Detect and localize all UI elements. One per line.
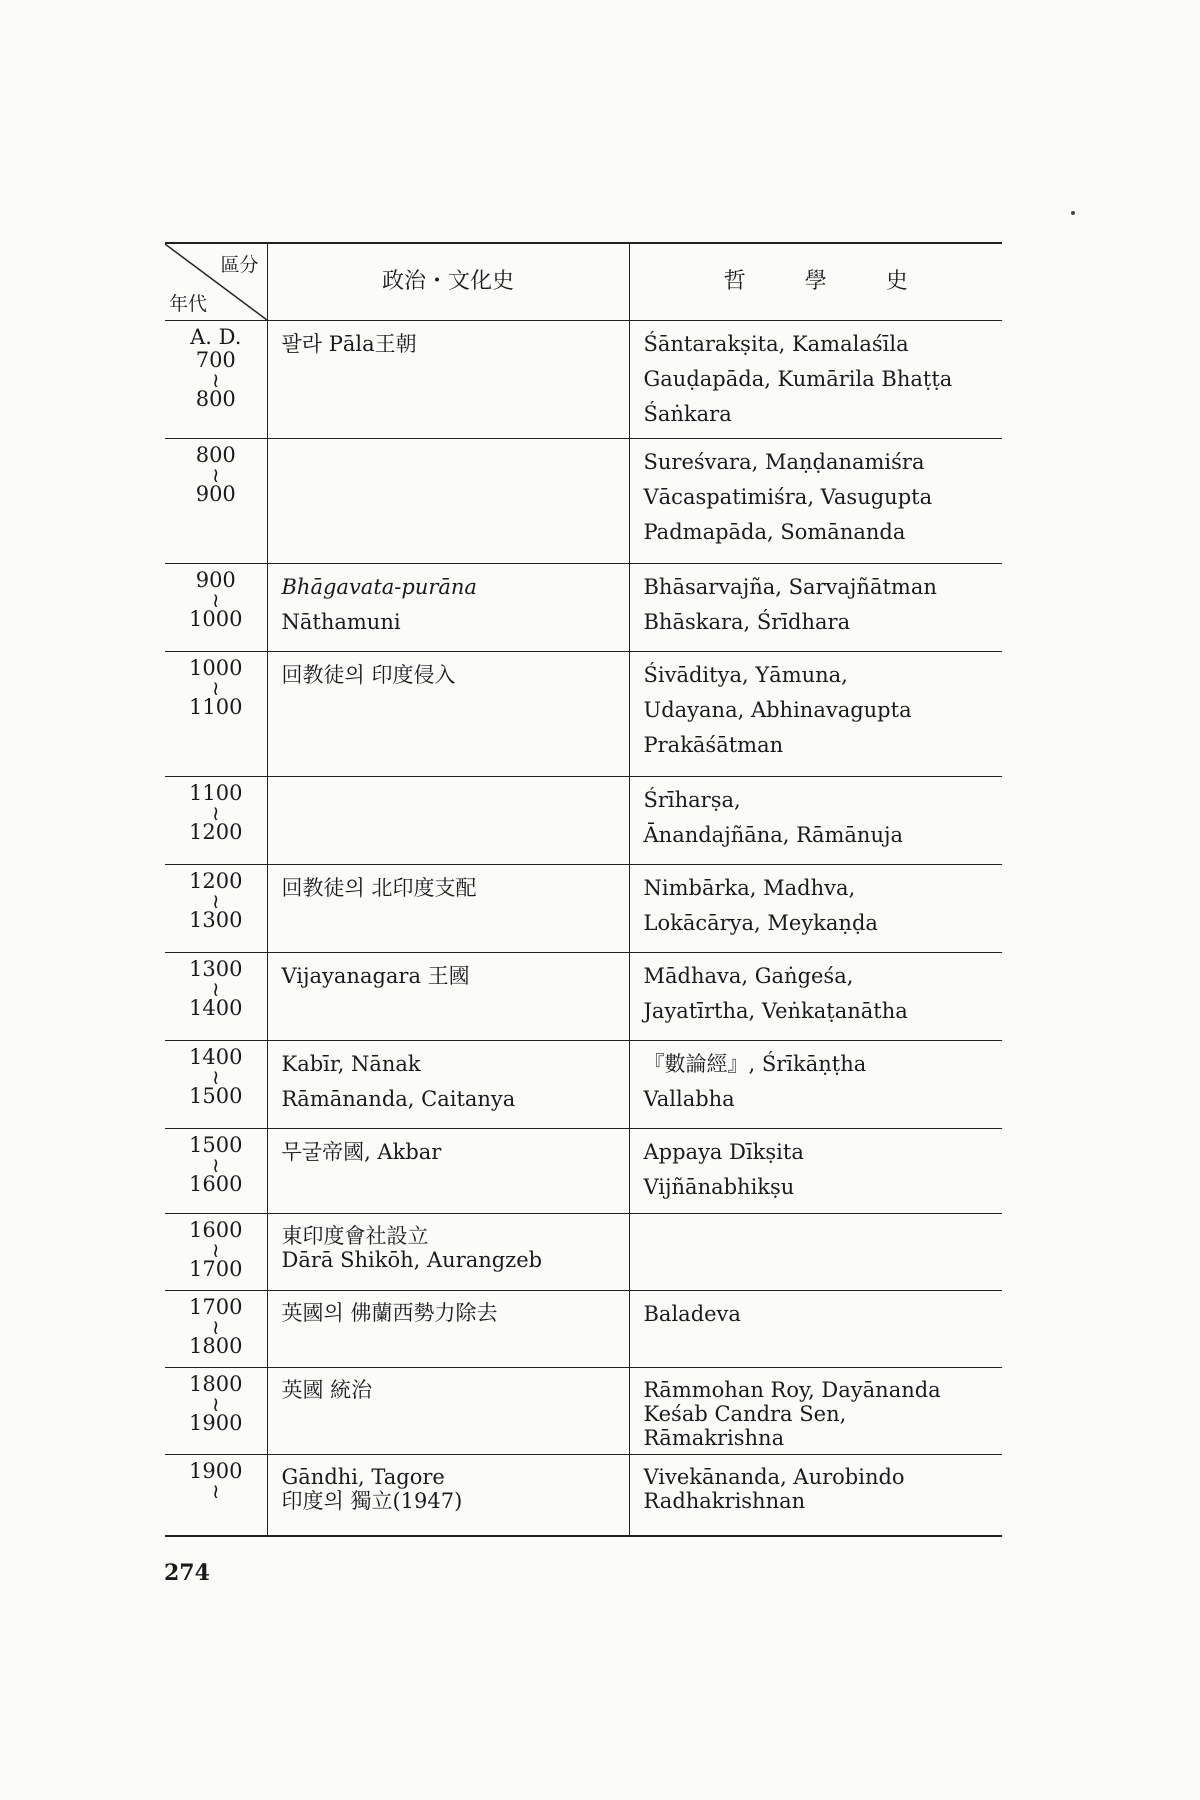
philosophy-entry: Vijñānabhikṣu xyxy=(643,1175,795,1199)
politics-entry: 무굴帝國, Akbar xyxy=(281,1140,442,1164)
philosophy-cell xyxy=(629,564,1002,652)
era-start-year: 1300 xyxy=(189,957,243,981)
range-tilde: ≀ xyxy=(212,801,220,825)
philosophy-entry: Bhāskara, Śrīdhara xyxy=(643,610,851,634)
politics-entry: 東印度會社設立 xyxy=(281,1224,429,1248)
politics-cell xyxy=(267,1455,629,1535)
philosophy-entry: Prakāśātman xyxy=(643,733,784,757)
philosophy-entry: Sureśvara, Maṇḍanamiśra xyxy=(643,450,925,474)
era-start-year: 1200 xyxy=(189,869,243,893)
table-row xyxy=(165,777,1002,865)
politics-entry: 印度의 獨立(1947) xyxy=(281,1489,463,1513)
range-tilde: ≀ xyxy=(212,889,220,913)
range-tilde: ≀ xyxy=(212,1153,220,1177)
range-tilde: ≀ xyxy=(212,676,220,700)
philosophy-entry: Śaṅkara xyxy=(643,402,732,426)
era-end-year: 1500 xyxy=(189,1084,243,1108)
philosophy-entry: Mādhava, Gaṅgeśa, xyxy=(643,964,854,988)
era-cell xyxy=(165,1368,267,1455)
philosophy-cell xyxy=(629,439,1002,564)
politics-cell xyxy=(267,652,629,777)
range-tilde: ≀ xyxy=(212,463,220,487)
philosophy-cell xyxy=(629,1455,1002,1535)
division-label: 區分 xyxy=(220,254,259,276)
era-start-year: 1100 xyxy=(189,781,243,805)
politics-header: 政治・文化史 xyxy=(267,244,629,321)
table-row xyxy=(165,1455,1002,1535)
politics-cell xyxy=(267,564,629,652)
philosophy-entry: Jayatīrtha, Veṅkaṭanātha xyxy=(643,999,908,1023)
politics-cell xyxy=(267,777,629,865)
politics-entry: Kabīr, Nānak xyxy=(281,1052,421,1076)
era-end-year: 1200 xyxy=(189,820,243,844)
politics-entry: 英國 統治 xyxy=(281,1378,373,1402)
table-row xyxy=(165,865,1002,953)
era-end-year: 1700 xyxy=(189,1257,243,1281)
philosophy-entry: Rāmmohan Roy, Dayānanda xyxy=(643,1378,941,1402)
politics-cell xyxy=(267,1041,629,1129)
era-cell xyxy=(165,777,267,865)
philosophy-header: 哲 學 史 xyxy=(629,244,1002,321)
philosophy-entry: Keśab Candra Sen, xyxy=(643,1402,847,1426)
era-end-year: 800 xyxy=(195,387,236,411)
politics-entry: 英國의 佛蘭西勢力除去 xyxy=(281,1301,498,1325)
table-row xyxy=(165,1214,1002,1291)
era-cell xyxy=(165,865,267,953)
speck-mark xyxy=(1071,211,1075,215)
era-start-year: 1700 xyxy=(189,1295,243,1319)
philosophy-cell xyxy=(629,1291,1002,1368)
politics-entry: Gāndhi, Tagore xyxy=(281,1465,445,1489)
philosophy-entry: Bhāsarvajña, Sarvajñātman xyxy=(643,575,937,599)
era-label: 年代 xyxy=(169,293,208,315)
politics-cell xyxy=(267,953,629,1041)
era-end-year: 1000 xyxy=(189,607,243,631)
era-start-year: 700 xyxy=(195,348,236,372)
philosophy-entry: Gauḍapāda, Kumārila Bhaṭṭa xyxy=(643,367,953,391)
era-cell xyxy=(165,564,267,652)
politics-entry: 팔라 Pāla王朝 xyxy=(281,332,417,356)
chronology-table xyxy=(165,242,1002,1537)
politics-cell xyxy=(267,1368,629,1455)
range-tilde: ≀ xyxy=(212,1479,220,1503)
range-tilde: ≀ xyxy=(212,1392,220,1416)
politics-entry: Dārā Shikōh, Aurangzeb xyxy=(281,1248,543,1272)
era-cell xyxy=(165,1214,267,1291)
table-row xyxy=(165,1291,1002,1368)
philosophy-cell xyxy=(629,1214,1002,1291)
philosophy-entry: Vallabha xyxy=(643,1087,735,1111)
table-row xyxy=(165,1041,1002,1129)
politics-entry: Nāthamuni xyxy=(281,610,401,634)
philosophy-entry: Śrīharṣa, xyxy=(643,788,741,812)
politics-entry: Vijayanagara 王國 xyxy=(281,964,470,988)
range-tilde: ≀ xyxy=(212,1315,220,1339)
era-start-year: 1000 xyxy=(189,656,243,680)
era-cell xyxy=(165,652,267,777)
range-tilde: ≀ xyxy=(212,1238,220,1262)
politics-entry: 回教徒의 印度侵入 xyxy=(281,663,456,687)
corner-header-cell xyxy=(165,244,267,321)
politics-cell xyxy=(267,439,629,564)
era-start-year: 1800 xyxy=(189,1372,243,1396)
philosophy-entry: Lokācārya, Meykaṇḍa xyxy=(643,911,878,935)
philosophy-cell xyxy=(629,865,1002,953)
philosophy-entry: Appaya Dīkṣita xyxy=(643,1140,804,1164)
philosophy-entry: Vācaspatimiśra, Vasugupta xyxy=(643,485,933,509)
range-tilde: ≀ xyxy=(212,588,220,612)
table-row xyxy=(165,321,1002,439)
politics-cell xyxy=(267,1129,629,1214)
philosophy-entry: Nimbārka, Madhva, xyxy=(643,876,856,900)
table-row xyxy=(165,439,1002,564)
philosophy-entry: Rāmakrishna xyxy=(643,1426,785,1450)
era-start-year: 1900 xyxy=(189,1459,243,1483)
philosophy-entry: 『數論經』, Śrīkāṇṭha xyxy=(643,1052,867,1076)
politics-cell xyxy=(267,865,629,953)
table-row xyxy=(165,652,1002,777)
table-row xyxy=(165,1368,1002,1455)
era-start-year: 800 xyxy=(195,443,236,467)
philosophy-cell xyxy=(629,953,1002,1041)
era-start-year: 1500 xyxy=(189,1133,243,1157)
era-end-year: 1600 xyxy=(189,1172,243,1196)
table-row xyxy=(165,1129,1002,1214)
philosophy-entry: Śivāditya, Yāmuna, xyxy=(643,663,848,687)
era-end-year: 1800 xyxy=(189,1334,243,1358)
page-number: 274 xyxy=(164,1560,210,1586)
era-cell xyxy=(165,953,267,1041)
philosophy-entry: Radhakrishnan xyxy=(643,1489,806,1513)
philosophy-entry: Vivekānanda, Aurobindo xyxy=(643,1465,905,1489)
era-end-year: 1100 xyxy=(189,695,243,719)
philosophy-entry: Baladeva xyxy=(643,1302,741,1326)
philosophy-entry: Śāntarakṣita, Kamalaśīla xyxy=(643,332,909,356)
politics-cell xyxy=(267,1214,629,1291)
politics-cell xyxy=(267,1291,629,1368)
table-row xyxy=(165,564,1002,652)
table-header-row xyxy=(165,244,1002,321)
philosophy-cell xyxy=(629,652,1002,777)
era-prefix: A. D. xyxy=(190,325,242,349)
philosophy-cell xyxy=(629,1368,1002,1455)
era-end-year: 900 xyxy=(195,482,236,506)
philosophy-entry: Udayana, Abhinavagupta xyxy=(643,698,912,722)
era-start-year: 1600 xyxy=(189,1218,243,1242)
politics-entry: Bhāgavata-purāna xyxy=(281,575,477,599)
era-cell xyxy=(165,1291,267,1368)
range-tilde: ≀ xyxy=(212,368,220,392)
range-tilde: ≀ xyxy=(212,1065,220,1089)
politics-entry: Rāmānanda, Caitanya xyxy=(281,1087,516,1111)
table-row xyxy=(165,953,1002,1041)
era-cell xyxy=(165,439,267,564)
philosophy-cell xyxy=(629,321,1002,439)
era-cell xyxy=(165,321,267,439)
philosophy-entry: Padmapāda, Somānanda xyxy=(643,520,906,544)
politics-entry: 回教徒의 北印度支配 xyxy=(281,876,477,900)
era-cell xyxy=(165,1041,267,1129)
philosophy-entry: Ānandajñāna, Rāmānuja xyxy=(643,823,903,847)
range-tilde: ≀ xyxy=(212,977,220,1001)
politics-cell xyxy=(267,321,629,439)
era-cell xyxy=(165,1129,267,1214)
era-end-year: 1400 xyxy=(189,996,243,1020)
era-cell xyxy=(165,1455,267,1535)
era-start-year: 1400 xyxy=(189,1045,243,1069)
philosophy-cell xyxy=(629,777,1002,865)
era-end-year: 1300 xyxy=(189,908,243,932)
philosophy-cell xyxy=(629,1129,1002,1214)
philosophy-cell xyxy=(629,1041,1002,1129)
era-end-year: 1900 xyxy=(189,1411,243,1435)
era-start-year: 900 xyxy=(195,568,236,592)
